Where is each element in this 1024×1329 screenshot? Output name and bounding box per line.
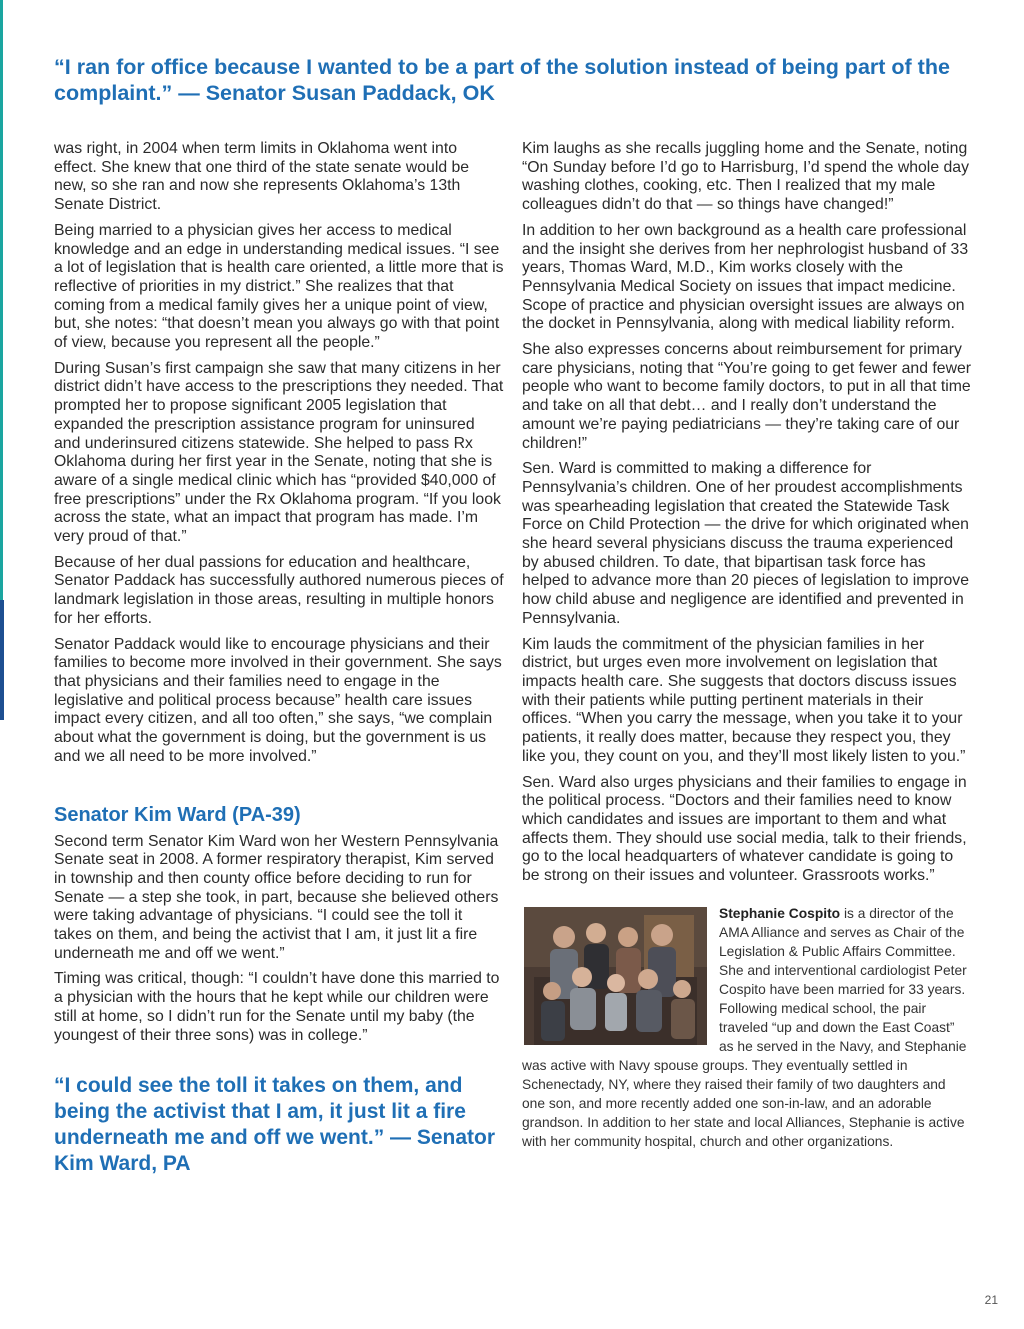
family-photo [524,907,707,1045]
pull-quote-paddack: “I ran for office because I wanted to be a part of the solution instead of being part of the complaint.” — Senator Susan Paddack, OK [54,55,950,105]
bio-text: is a director of the AMA Alliance and serves as Chair of the Legislation & Public Affairs Committee. She and interventional cardiologist Peter Cospito have been married for 33 years. Following medical school, the pair traveled “up and down the East Coast” as he served in the Navy, and Stephanie was active with Navy spouse groups. They eventually settled in Schenectady, NY, where they raised their family of two daughters and one son, and more recently added one son-in-law, and an adorable grandson. In addition to her state and local Alliances, Stephanie is active with her community hospital, church and other organizations. [522,905,967,1149]
body-paragraph: Kim lauds the commitment of the physician families in her district, but urges even more involvement on legislation that impacts health care. She suggests that doctors discuss issues with their patients while putting pertinent materials in their offices. “When you carry the message, when you take it to your patients, it really does matter, because they respect you, they like you, they count on you, and they’ll most likely listen to you.” [522,635,966,765]
body-paragraph: Being married to a physician gives her access to medical knowledge and an edge in understanding medical issues. “I see a lot of legislation that is health care oriented, a little more that is reflective of priorities in my district.” She realizes that that coming from a medical family gives her a unique point of view, but, she notes: “that doesn’t mean you always go with that point of view, because you represent all the people.” [54,221,504,352]
body-paragraph: Second term Senator Kim Ward won her Western Pennsylvania Senate seat in 2008. A former respiratory therapist, Kim served in township and then county office before deciding to run for Senate — a step she took, in part, because she believed others were taking advantage of physicians. “I could see the toll it takes on them, and being the activist that I am, it just lit a fire underneath me and off we went.” [54,832,499,962]
body-paragraph: Senator Paddack would like to encourage physicians and their families to become more involved in their government. She says that physicians and their families need to engage in the legislative and political process because” health care issues impact every citizen, and all too often,” she says, “we complain about what the government is doing, but the government is us and we all need to be more involved.” [54,635,502,765]
body-paragraph: was right, in 2004 when term limits in Oklahoma went into effect. She knew that one third of the state senate would be new, so she ran and now she represents Oklahoma’s 13th Senate District. [54,140,470,214]
teal-edge-bar [0,0,3,600]
page-number: 21 [984,1293,998,1307]
section-heading-kim-ward: Senator Kim Ward (PA-39) [54,803,301,826]
body-paragraph: Because of her dual passions for education and healthcare, Senator Paddack has successfully authored numerous pieces of landmark legislation in those areas, resulting in multiple honors for her efforts. [54,553,504,627]
body-paragraph: Sen. Ward also urges physicians and their families to engage in the political process. “Doctors and their families need to know which candidates and issues are important to them and what affects them. They should use social media, talk to their friends, go to the local headquarters of whatever candidate is going to be strong on their issues and volunteer. Grassroots works.” [522,773,967,885]
pull-quote-ward: “I could see the toll it takes on them, and being the activist that I am, it just lit a fire underneath me and off we went.” — Senator Kim Ward, PA [54,1074,496,1176]
left-column [54,140,504,1177]
body-paragraph: She also expresses concerns about reimbursement for primary care physicians, noting that “You’re going to get fewer and fewer people who want to become family doctors, to put in all that time and take on all that debt… and I really don’t understand the amount we’re paying pediatricians — they’re taking care of our children!” [522,341,972,452]
body-paragraph: During Susan’s first campaign she saw that many citizens in her district didn’t have access to the prescriptions they needed. That prompted her to propose significant 2005 legislation that expanded the prescription assistance program for uninsured and underinsured citizens statewide. She helped to pass Rx Oklahoma during her first year in the Senate, noting that she is aware of a single medical clinic which has “provided $40,000 of free prescriptions” under the Rx Oklahoma program. “If you look across the state, what an impact that program has made. I’m very proud of that.” [54,359,504,546]
right-column [522,140,972,1151]
body-paragraph: Timing was critical, though: “I couldn’t have done this married to a physician with the hours that he kept while our children were still at home, so I didn’t run for the Senate until my baby (the youngest of their three sons) was in college.” [54,970,500,1044]
author-bio [522,904,972,1151]
navy-edge-bar [0,600,4,720]
body-paragraph: Kim laughs as she recalls juggling home and the Senate, noting “On Sunday before I’d go to Harrisburg, I’d spend the whole day washing clothes, cooking, etc. Then I realized that my male colleagues didn’t do that — so things have changed!” [522,140,969,214]
body-paragraph: Sen. Ward is committed to making a difference for Pennsylvania’s children. One of her proudest accomplishments was spearheading legislation that created the Statewide Task Force on Child Protection — the drive for which originated when she heard several physicians discuss the trauma experienced by abused children. To date, that bipartisan task force has helped to advance more than 20 pieces of legislation to improve how child abuse and negligence are identified and prevented in Pennsylvania. [522,460,969,627]
bio-name: Stephanie Cospito [719,905,841,921]
body-paragraph: In addition to her own background as a health care professional and the insight she derives from her nephrologist husband of 33 years, Thomas Ward, M.D., Kim works closely with the Pennsylvania Medical Society on issues that impact medicine. Scope of practice and physician oversight issues are always on the docket in Pennsylvania, along with medical liability reform. [522,221,969,333]
